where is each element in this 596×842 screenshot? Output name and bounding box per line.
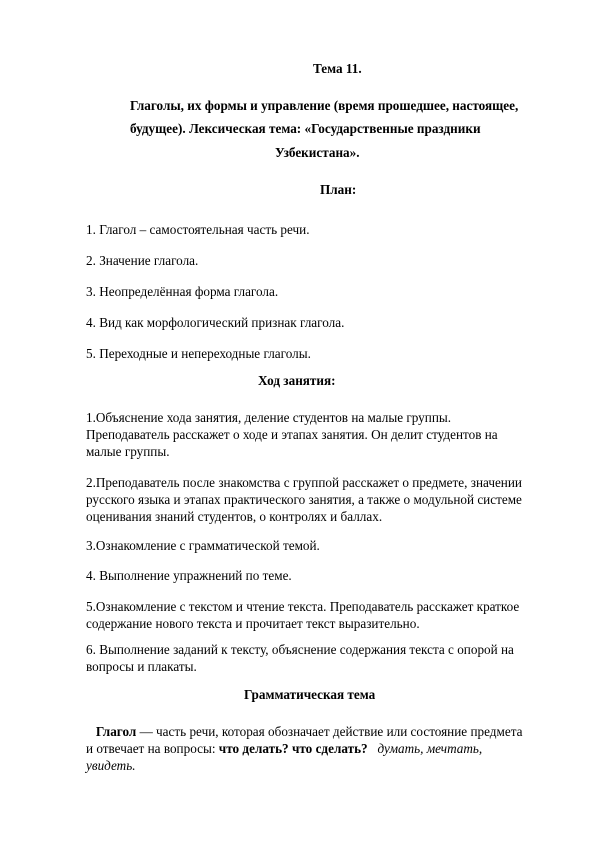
lesson-step-5 xyxy=(86,598,566,632)
lesson-step-3 xyxy=(86,537,566,554)
lesson-step-2-line-2: русского языка и этапах практического занятия, а также о модульной системе xyxy=(86,492,522,507)
lesson-step-4 xyxy=(86,567,566,584)
subject-line-1: Глаголы, их формы и управление (время прошедшее, настоящее, xyxy=(130,98,519,113)
lesson-heading: Ход занятия: xyxy=(258,373,336,388)
definition-examples-2: увидеть. xyxy=(86,758,136,773)
subject-line-3: Узбекистана». xyxy=(275,145,360,160)
lesson-step-2-line-3: оценивания знаний студентов, о контролях и баллах. xyxy=(86,509,383,524)
verb-definition-line-1 xyxy=(86,723,566,740)
grammar-heading: Грамматическая тема xyxy=(244,687,376,702)
definition-examples-1: думать, мечтать, xyxy=(377,741,483,756)
lesson-step-2-line-1: 2.Преподаватель после знакомства с группой расскажет о предмете, значении xyxy=(86,475,522,490)
lesson-step-1-line-2: Преподаватель расскажет о ходе и этапах занятия. Он делит студентов на xyxy=(86,427,498,442)
definition-term: Глагол xyxy=(95,724,137,739)
plan-item-4: 4. Вид как морфологический признак глагола. xyxy=(86,315,345,330)
lesson-step-5-line-1: 5.Ознакомление с текстом и чтение текста. Преподаватель расскажет краткое xyxy=(86,599,520,614)
lesson-step-1-line-1: 1.Объяснение хода занятия, деление студентов на малые группы. xyxy=(86,410,452,425)
lesson-step-3-line-1: 3.Ознакомление с грамматической темой. xyxy=(86,538,320,553)
plan-item-2: 2. Значение глагола. xyxy=(86,253,199,268)
plan-item-5: 5. Переходные и непереходные глаголы. xyxy=(86,346,311,361)
subject-line-2: будущее). Лексическая тема: «Государственные праздники xyxy=(130,121,481,136)
lesson-step-1 xyxy=(86,409,566,460)
definition-questions: что делать? что сделать? xyxy=(218,741,368,756)
lesson-step-2 xyxy=(86,474,566,525)
lesson-step-6-line-1: 6. Выполнение заданий к тексту, объяснение содержания текста с опорой на xyxy=(86,642,514,657)
plan-heading: План: xyxy=(320,182,357,197)
lesson-step-6-line-2: вопросы и плакаты. xyxy=(86,659,197,674)
plan-item-3: 3. Неопределённая форма глагола. xyxy=(86,284,279,299)
definition-text-1: — часть речи, которая обозначает действие или состояние предмета xyxy=(136,724,523,739)
definition-text-2: и отвечает на вопросы: xyxy=(86,741,219,756)
lesson-step-6 xyxy=(86,641,566,675)
lesson-step-4-line-1: 4. Выполнение упражнений по теме. xyxy=(86,568,292,583)
verb-definition xyxy=(86,723,566,774)
verb-definition-line-2 xyxy=(86,740,566,757)
topic-title: Тема 11. xyxy=(313,61,362,76)
plan-item-1: 1. Глагол – самостоятельная часть речи. xyxy=(86,222,310,237)
lesson-step-1-line-3: малые группы. xyxy=(86,444,170,459)
lesson-step-5-line-2: содержание нового текста и прочитает текст выразительно. xyxy=(86,616,420,631)
